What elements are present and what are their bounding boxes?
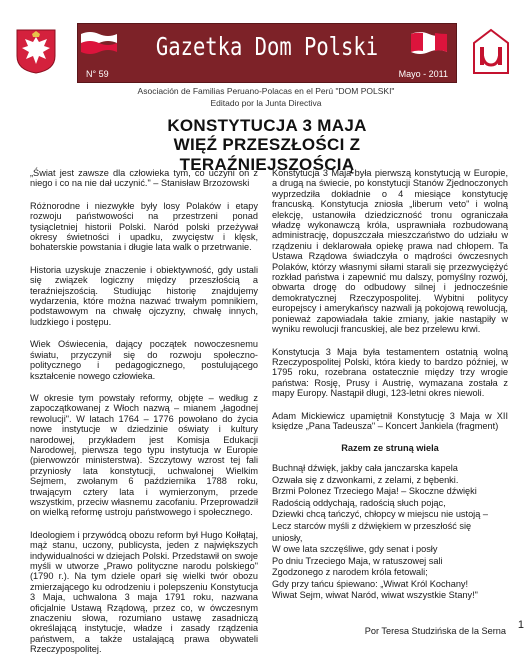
poem-line: Dziewki chcą tańczyć, chłopcy w miejscu nie ustoją –	[272, 509, 488, 520]
headline-line-1: KONSTYTUCJA 3 MAJA	[167, 116, 367, 135]
author-signature: Por Teresa Studzińska de la Serna	[364, 626, 506, 637]
dom-polski-logo	[470, 27, 512, 79]
poem-line: uniosły,	[272, 532, 303, 543]
polish-eagle-emblem	[15, 28, 57, 74]
issue-number: N° 59	[86, 69, 109, 79]
masthead-title: Gazetka Dom Polski	[155, 32, 379, 61]
association-line: Asociación de Familias Peruano-Polacas en el Perú "DOM POLSKI"	[137, 86, 395, 96]
quote-paragraph: „Świat jest zawsze dla człowieka tym, co uczyni on z niego i co na nie dał uczynić." – Stanisław Brzozowski	[30, 168, 258, 189]
poem-line: Gdy przy tańcu śpiewano: „Wiwat Król Kochany!	[272, 578, 469, 589]
poem-title: Razem ze struną wiela	[341, 443, 439, 454]
page-number: 1	[517, 619, 524, 631]
peru-flag-icon	[410, 30, 448, 56]
poem-line: Po dniu Trzeciego Maja, w ratuszowej sali	[272, 555, 443, 566]
poem-line: Radością oddychają, radością słuch pojąc,	[272, 497, 446, 508]
right-column	[272, 168, 508, 638]
poem-line: Zgodzonego z narodem króla fetowali;	[272, 567, 428, 578]
article-paragraph: Różnorodne i niezwykłe były losy Polaków i etapy rozwoju państwowości na przestrzeni ponad tysiącletniej historii Polski. Naród polski przeżywał okresy świetności i upadku, zwycięstw i klęsk, bohaterskie powstania i długie lata walk o przetrwanie.	[30, 200, 258, 253]
poem-line: Lecz starców myśli z dźwiękiem w przeszłość się	[272, 520, 472, 531]
editor-line: Editado por la Junta Directiva	[210, 98, 322, 108]
poland-flag-icon	[80, 30, 118, 56]
article-paragraph: Konstytucja 3 Maja była testamentem ostatnią wolną Rzeczypospolitej Polski, która kiedy to bardzo później, w 1795 roku, rozebrana ostatecznie między trzy wrogie państwa: Rosję, Prusy i Austrię, wymazana została z mapy Europy. Nastąpił długi, 123-letni okres niewoli.	[272, 346, 508, 399]
article-paragraph: Historia uzyskuje znaczenie i obiektywność, gdy ustali się związek logiczny między przeszłością a teraźniejszością. Studiując historię znajdujemy wydarzenia, które można nazwać trwałym pomnikiem, podstawowym na chwałę ojczyzny, chwałę innych, ludzkiego i postępu.	[30, 264, 258, 327]
issue-date: Mayo - 2011	[398, 69, 448, 79]
poem-line: Ozwała się z dzwonkami, z zelami, z bębenki.	[272, 474, 459, 485]
poem-line: Buchnął dźwięk, jakby cała janczarska kapela	[272, 462, 458, 473]
article-paragraph: W okresie tym powstały reformy, objęte – według z zapoczątkowanej z Włoch nazwą – mianem „łagodnej rewolucji". W latach 1764 – 1776 powołano do życia nowe instytucje w dziedzinie oświaty i kultury narodowej, przykładem jest Komisja Edukacji Narodowej, pierwsza tego typu instytucja w Europie (pierwowzór ministerstwa). Szczytowy wzrost tej fali przyniosły lata konstytucji, uchwalonej Wielkim Sejmem, zwołanym 6 października 1788 roku, trwającym cztery lata i wymierzonym, przede wszystkim, przeciw własnemu zacofaniu. Przeprowadził on wielką reformę ustroju państwowego i społecznego.	[30, 392, 258, 518]
article-paragraph: Konstytucja 3 Maja była pierwszą konstytucją w Europie, a drugą na świecie, po konstytucji Stanów Zjednoczonych wyprzedziła dokładnie o 4 miesiące konstytucję francuską. Konstytucja zniosła „liberum veto" i wolną elekcję, ustanowiła dziedziczność tronu ograniczała władzę wykonawczą króla, usprawniała rozbudowaną administrację, dopuszczała mieszczaństwo do udziału w rządzeniu i deklarowała opiekę prawa nad chłopem. Ta Ustawa Rządowa świadczyła o mądrości ówczesnych Polaków, którzy własnymi siłami starali się przezwyciężyć rozkład państwa i zapewnić mu dalszy, pomyślny rozwój, obwarta drogę do odbudowy silnej i jednocześnie demokratycznej Rzeczypospolitej. Wybitni politycy europejscy i amerykańscy nazwali ją pokojową rewolucją, ponieważ zapowiadała takie zmiany, jakie nastąpiły w wyniku rewolucji francuskiej, ale bez przelewu krwi.	[272, 168, 508, 335]
article-paragraph: Adam Mickiewicz upamiętnił Konstytucję 3 Maja w XII księdze „Pana Tadeusza" – Koncert Jankiela (fragment)	[272, 410, 508, 431]
left-column	[30, 168, 258, 667]
poem-line: Brzmi Polonez Trzeciego Maja! – Skoczne dźwięki	[272, 486, 477, 497]
poem-line: W owe lata szczęśliwe, gdy senat i posły	[272, 544, 438, 555]
headline-line-2: WIĘŹ PRZESZŁOŚCI Z TERAŹNIEJSZOŚCIĄ	[173, 135, 361, 174]
poem-line: Wiwat Sejm, wiwat Naród, wiwat wszystkie Stany!"	[272, 590, 478, 601]
masthead-banner	[77, 23, 457, 83]
article-paragraph: Wiek Oświecenia, dający początek nowoczesnemu światu, przyczynił się do rozwoju społeczno-politycznego i pedagogicznego, postulującego kształcenie nowego człowieka.	[30, 339, 258, 381]
poem	[272, 443, 508, 637]
article-paragraph: Ideologiem i przywódcą obozu reform był Hugo Kołłątaj, mąż stanu, uczony, publicysta, jeden z największych indywidualności w dziejach Polski. Przedstawił on swoje myśli w utworze „Prawo polityczne narodu polskiego" (1790 r.). Na tym dziele oparł się wielki twór obozu zmierzającego ku odrodzeniu i polepszeniu Konstytucja 3 Maja, uchwalona 3 maja 1791 roku, nazwana oficjalnie Ustawą Rządową, przez co, w ówczesnym znaczeniu słowa, rozumiano ustawę zasadniczą określającą instytucje, władze i zasady rządzenia państwem, a także ustalającą prawa obywateli Rzeczypospolitej.	[30, 529, 258, 655]
